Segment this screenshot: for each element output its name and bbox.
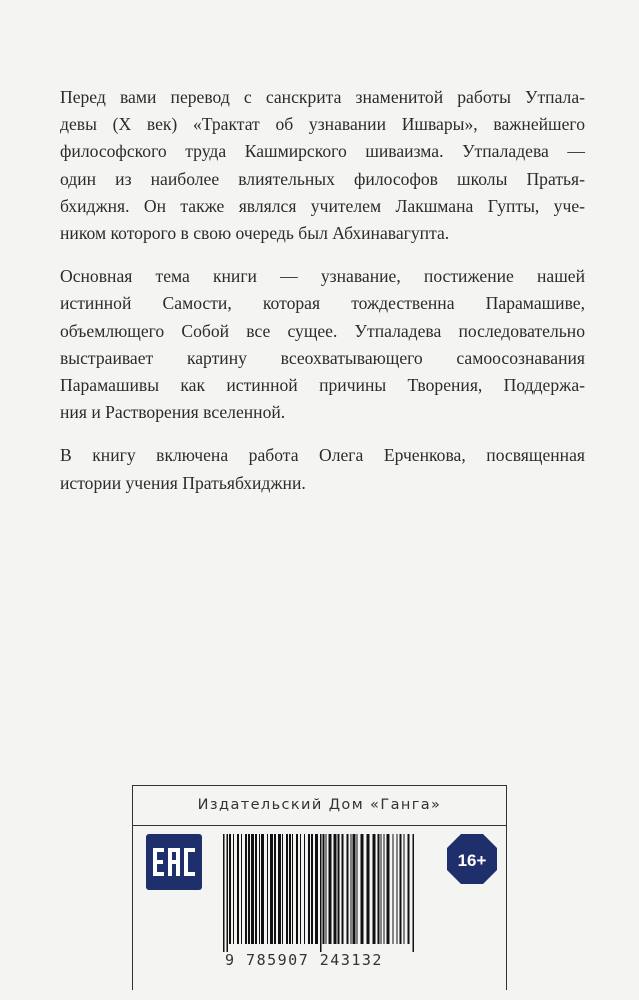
barcode-bar: [300, 834, 301, 944]
description-paragraph-1: [60, 84, 585, 247]
barcode-bar: [308, 834, 310, 944]
barcode-bar: [381, 834, 382, 944]
barcode-bar: [361, 834, 364, 944]
imprint-divider: [133, 825, 506, 826]
barcode-bar: [261, 834, 264, 944]
barcode-bar: [326, 834, 327, 944]
barcode-bar: [400, 834, 402, 944]
text-line: выстраивает картину всеохватывающего самоосознавания: [60, 347, 585, 368]
barcode-bar: [251, 834, 254, 944]
text-line: Перед вами перевод с санскрита знаменитой работы Утпала-: [60, 87, 585, 107]
text-line: ния и Растворения вселенной.: [60, 402, 286, 423]
barcode-bar: [351, 834, 352, 944]
barcode-bar: [393, 834, 394, 944]
barcode-bar: [282, 834, 283, 944]
description-paragraph-2: [60, 263, 585, 426]
text-line: один из наиболее влиятельных философов школы Пратья-: [60, 168, 585, 189]
barcode-bar: [274, 834, 276, 944]
barcode-bar: [233, 834, 234, 944]
barcode-bar: [367, 834, 370, 944]
text-line: ником которого в свою очередь был Абхинавагупта.: [60, 223, 450, 244]
barcode-bar: [229, 834, 231, 944]
isbn-digits: 9 785907 243132: [225, 951, 383, 969]
barcode-bar: [304, 834, 305, 944]
barcode-bar: [278, 834, 281, 944]
text-line: философского труда Кашмирского шиваизма. Утпаладева —: [60, 141, 585, 162]
isbn-barcode: [219, 834, 419, 954]
svg-text:16+: 16+: [457, 851, 487, 870]
barcode-bar: [259, 834, 260, 944]
barcode-bar: [408, 834, 410, 944]
text-line: В книгу включена работа Олега Ерченкова, посвященная: [60, 445, 585, 466]
barcode-bar: [378, 834, 380, 944]
barcode-bar: [289, 834, 291, 944]
barcode-bar: [329, 834, 332, 944]
barcode-bar: [227, 834, 229, 952]
barcode-bar: [387, 834, 390, 944]
publisher-name: Издательский Дом «Ганга»: [197, 797, 442, 813]
barcode-bar: [267, 834, 268, 944]
description-paragraph-3: [60, 442, 585, 496]
barcode-bar: [342, 834, 344, 944]
text-line: Парамашивы как истинной причины Творения, Поддержа-: [60, 375, 585, 396]
barcode-bar: [248, 834, 250, 944]
barcode-bar: [292, 834, 293, 944]
barcode-bar: [255, 834, 257, 944]
barcode-bar: [320, 834, 322, 952]
barcode-bar: [245, 834, 247, 944]
barcode-bar: [404, 834, 405, 944]
barcode-bar: [353, 834, 356, 944]
barcode-bar: [357, 834, 358, 944]
barcode-bar: [270, 834, 273, 944]
barcode-bar: [413, 834, 415, 952]
barcode-bar: [315, 834, 318, 944]
barcode-bar: [286, 834, 288, 944]
age-rating-badge: [446, 833, 498, 885]
text-line: девы (X век) «Трактат об узнавании Ишвары», важнейшего: [60, 114, 585, 135]
imprint-box: [132, 785, 507, 990]
barcode-bar: [384, 834, 385, 944]
barcode-bar: [296, 834, 298, 944]
barcode-bar: [237, 834, 239, 944]
text-line: Основная тема книги — узнавание, постижение нашей: [60, 266, 585, 287]
barcode-bar: [397, 834, 398, 944]
text-line: бхиджня. Он также являлся учителем Лакшмана Гупты, уче-: [60, 195, 585, 216]
barcode-bar: [323, 834, 325, 944]
barcode-bar: [347, 834, 349, 944]
barcode-bar: [334, 834, 337, 944]
book-description: [60, 84, 585, 513]
barcode-bar: [311, 834, 313, 944]
eac-certification-icon: [146, 834, 202, 890]
barcode-bar: [223, 834, 225, 952]
text-line: истории учения Пратьябхиджни.: [60, 472, 306, 493]
barcode-bar: [241, 834, 242, 944]
barcode-bar: [373, 834, 376, 944]
barcode-bar: [338, 834, 340, 944]
text-line: объемлющего Собой все сущее. Утпаладева последовательно: [60, 320, 585, 341]
text-line: истинной Самости, которая тождественна Парамашиве,: [60, 293, 585, 314]
